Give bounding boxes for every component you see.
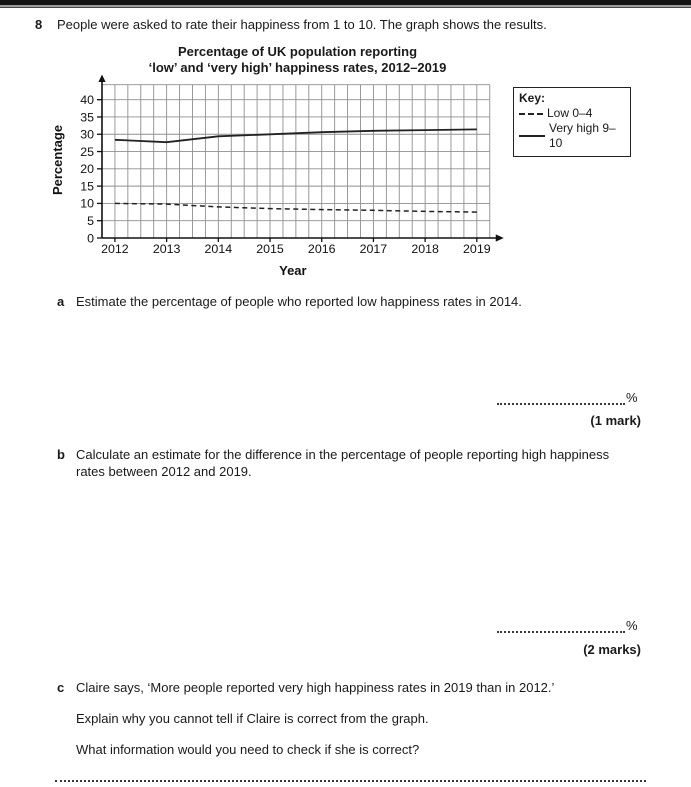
part-b-text-line2: rates between 2012 and 2019. <box>76 464 252 479</box>
x-tick-label: 2015 <box>256 242 284 256</box>
part-b-text-line1: Calculate an estimate for the difference in the percentage of people reporting high happiness <box>76 447 610 462</box>
x-tick-label: 2016 <box>307 242 336 256</box>
x-axis-title: Year <box>279 263 307 278</box>
question-number: 8 <box>35 17 43 32</box>
y-tick-label: 30 <box>80 127 94 142</box>
part-a-label: a <box>57 294 65 309</box>
answer-suffix-a: % <box>626 390 638 405</box>
solid-line-sample <box>519 135 545 137</box>
part-c-text-line3: What information would you need to check if she is correct? <box>76 742 420 757</box>
chart-title <box>100 44 495 76</box>
answer-blank-a <box>497 388 625 405</box>
answer-blank-b <box>497 616 625 633</box>
y-tick-label: 20 <box>80 162 94 177</box>
y-tick-label: 15 <box>80 179 94 194</box>
part-c-label: c <box>57 680 65 695</box>
key-title: Key: <box>519 91 546 105</box>
part-b-marks: (2 marks) <box>583 642 641 657</box>
y-tick-label: 40 <box>80 92 94 107</box>
part-b <box>57 446 657 480</box>
chart-title-line1: Percentage of UK population reporting <box>177 44 418 59</box>
y-tick-label: 35 <box>80 110 94 125</box>
part-b-text <box>76 446 609 480</box>
part-a-text: Estimate the percentage of people who reported low happiness rates in 2014. <box>76 294 522 309</box>
answer-suffix-b: % <box>626 618 638 633</box>
y-axis-arrow <box>98 75 105 83</box>
key-item-low <box>519 106 625 121</box>
x-tick-label: 2018 <box>411 242 439 256</box>
dashed-line-sample <box>519 113 543 115</box>
y-tick-label: 10 <box>80 196 94 211</box>
y-axis-title: Percentage <box>50 124 65 196</box>
chart-key <box>513 87 631 157</box>
x-tick-label: 2019 <box>463 242 491 256</box>
key-item-very-high <box>519 121 625 151</box>
window-top-edge-shadow <box>0 7 691 8</box>
part-a-answer-line <box>497 388 638 405</box>
x-tick-label: 2017 <box>359 242 388 256</box>
x-axis-arrow <box>496 234 504 241</box>
x-tick-label: 2014 <box>204 242 233 256</box>
key-item-low-label: Low 0–4 <box>547 106 593 120</box>
happiness-line-chart <box>50 74 505 284</box>
part-c-text-line2: Explain why you cannot tell if Claire is correct from the graph. <box>76 711 429 726</box>
part-b-label: b <box>57 447 65 462</box>
y-tick-label: 5 <box>87 214 94 229</box>
question-text: People were asked to rate their happiness from 1 to 10. The graph shows the results. <box>57 17 547 32</box>
part-c-answer-rule <box>55 768 646 782</box>
y-tick-label: 0 <box>87 231 94 246</box>
part-b-answer-line <box>497 616 638 633</box>
part-c-text-line1: Claire says, ‘More people reported very high happiness rates in 2019 than in 2012.’ <box>76 680 555 695</box>
part-c <box>57 679 667 696</box>
part-a-marks: (1 mark) <box>590 413 641 428</box>
x-tick-label: 2012 <box>101 242 129 256</box>
key-item-very-high-label: Very high 9–10 <box>549 121 616 150</box>
y-tick-label: 25 <box>80 144 94 159</box>
chart-title-line2: ‘low’ and ‘very high’ happiness rates, 2012–2019 <box>148 60 447 75</box>
part-a <box>57 293 657 310</box>
question-8 <box>35 16 665 33</box>
x-tick-label: 2013 <box>152 242 181 256</box>
